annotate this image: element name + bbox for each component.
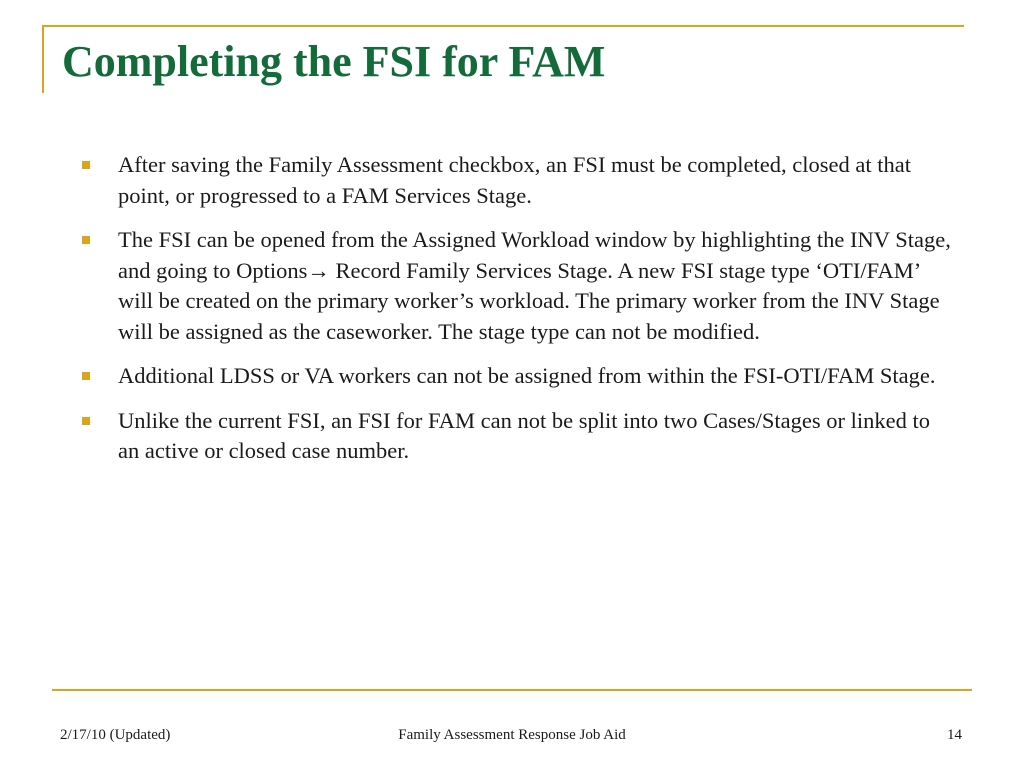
square-bullet-icon bbox=[82, 372, 90, 380]
bullet-item bbox=[76, 361, 956, 392]
footer-date: 2/17/10 (Updated) bbox=[60, 727, 171, 743]
bullet-text: Unlike the current FSI, an FSI for FAM can not be split into two Cases/Stages or linked to an active or closed case number. bbox=[118, 407, 930, 463]
page-number: 14 bbox=[947, 727, 962, 743]
bullet-text: The FSI can be opened from the Assigned Workload window by highlighting the INV Stage, and going to Options→ Record Family Services Stage. A new FSI stage type ‘OTI/FAM’ will be created on the primary worker’s workload. The primary worker from the INV Stage will be assigned as the caseworker. The stage type can not be modified. bbox=[118, 227, 951, 344]
accent-bottom-line bbox=[52, 689, 972, 691]
bullet-text: After saving the Family Assessment checkbox, an FSI must be completed, closed at that point, or progressed to a FAM Services Stage. bbox=[118, 152, 911, 208]
bullet-text: Additional LDSS or VA workers can not be assigned from within the FSI-OTI/FAM Stage. bbox=[118, 363, 936, 388]
slide-title: Completing the FSI for FAM bbox=[62, 37, 606, 86]
bullet-item bbox=[76, 225, 956, 347]
accent-top-line bbox=[42, 25, 964, 27]
bullet-list bbox=[76, 150, 956, 467]
accent-vertical-line bbox=[42, 25, 44, 93]
bullet-item bbox=[76, 150, 956, 211]
footer-title: Family Assessment Response Job Aid bbox=[398, 727, 626, 743]
square-bullet-icon bbox=[82, 161, 90, 169]
square-bullet-icon bbox=[82, 236, 90, 244]
bullet-item bbox=[76, 406, 956, 467]
square-bullet-icon bbox=[82, 417, 90, 425]
